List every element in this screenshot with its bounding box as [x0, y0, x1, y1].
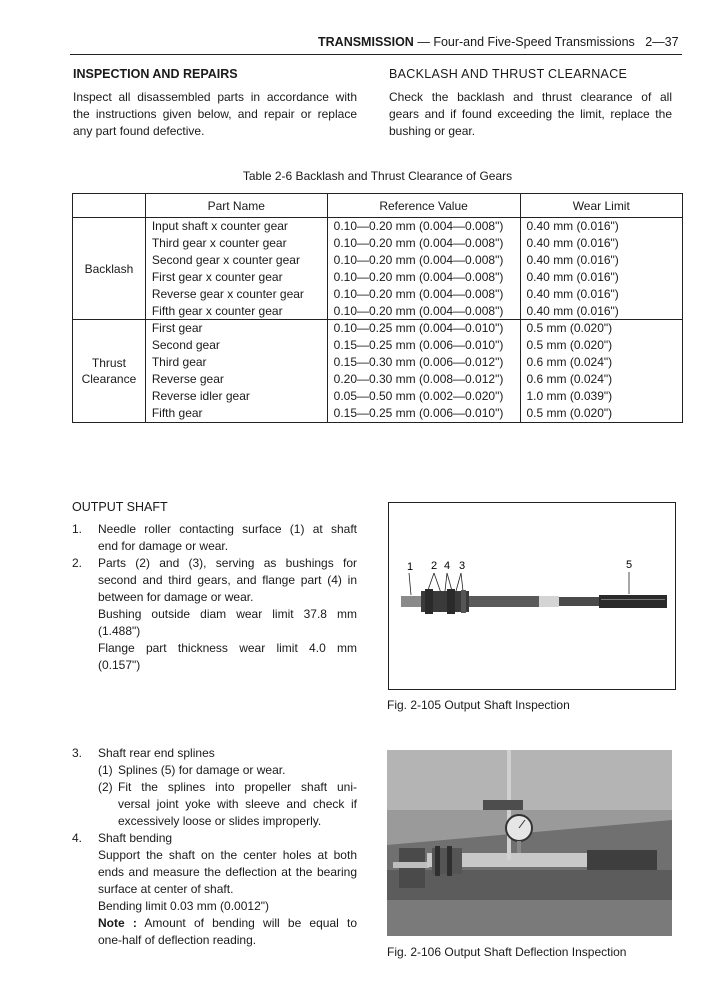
- note-text: Amount of bending will be equal to: [144, 916, 357, 930]
- item-number: 3.: [72, 746, 83, 760]
- group-backlash: Backlash: [73, 218, 146, 320]
- deflection-photo-drawing: [387, 750, 672, 936]
- output-shaft-shape: [401, 589, 667, 614]
- note-line: [98, 915, 357, 932]
- output-shaft-heading: OUTPUT SHAFT: [72, 500, 168, 514]
- item-line: Bending limit 0.03 mm (0.0012"): [98, 899, 270, 913]
- inspection-heading: INSPECTION AND REPAIRS: [73, 67, 238, 81]
- callout-4: 4: [444, 560, 451, 572]
- header-rule: [70, 54, 682, 55]
- item-number: 1.: [72, 522, 83, 536]
- figure-106-caption: Fig. 2-106 Output Shaft Deflection Inspection: [387, 945, 627, 959]
- item-line: second and third gears, and flange part (4) in: [98, 573, 357, 587]
- sub-item-number: (1): [98, 763, 113, 777]
- cell-part: Reverse gear: [145, 371, 327, 388]
- table-row: [73, 269, 683, 286]
- cell-limit: 0.5 mm (0.020"): [520, 405, 683, 422]
- item-line: ends and measure the deflection at the bearing: [98, 865, 357, 879]
- cell-limit: 0.40 mm (0.016"): [520, 286, 683, 303]
- cell-part: First gear x counter gear: [145, 269, 327, 286]
- backlash-paragraph: [389, 89, 672, 140]
- cell-limit: 0.40 mm (0.016"): [520, 252, 683, 269]
- cell-ref: 0.10—0.20 mm (0.004—0.008"): [327, 286, 520, 303]
- item-line: Needle roller contacting surface (1) at shaft: [98, 522, 357, 536]
- page-number: 2—37: [645, 35, 679, 49]
- cell-ref: 0.20—0.30 mm (0.008—0.012"): [327, 371, 520, 388]
- cell-part: Third gear: [145, 354, 327, 371]
- cell-limit: 0.6 mm (0.024"): [520, 371, 683, 388]
- output-shaft-list-b: [72, 745, 357, 949]
- figure-105-caption: Fig. 2-105 Output Shaft Inspection: [387, 698, 570, 712]
- group-thrust-clearance: [73, 320, 146, 422]
- cell-ref: 0.10—0.20 mm (0.004—0.008"): [327, 303, 520, 320]
- note-label: Note :: [98, 916, 137, 930]
- callout-3: 3: [459, 560, 466, 572]
- cell-limit: 1.0 mm (0.039"): [520, 388, 683, 405]
- table-row: [73, 388, 683, 405]
- table-row: [73, 405, 683, 422]
- running-header: [318, 35, 680, 49]
- cell-part: Reverse idler gear: [145, 388, 327, 405]
- header-reference-value: Reference Value: [327, 194, 520, 218]
- cell-part: Third gear x counter gear: [145, 235, 327, 252]
- list-item: [72, 745, 357, 830]
- table-row: [73, 235, 683, 252]
- callout-2: 2: [431, 560, 438, 572]
- table-row: [73, 252, 683, 269]
- inspection-line: the instructions given below, and repair or replace: [73, 107, 357, 121]
- sub-item: [98, 762, 357, 779]
- table-row: [73, 354, 683, 371]
- table-row: [73, 218, 683, 235]
- sub-item-line: excessively loose or slides improperly.: [118, 814, 322, 828]
- list-item: [72, 521, 357, 555]
- item-title: Shaft rear end splines: [98, 746, 215, 760]
- table-row: [73, 286, 683, 303]
- backlash-line: gears and if found exceeding the limit, replace the: [389, 107, 672, 121]
- list-item: [72, 830, 357, 949]
- cell-limit: 0.40 mm (0.016"): [520, 269, 683, 286]
- callout-1: 1: [407, 561, 414, 573]
- table-row: [73, 371, 683, 388]
- header-blank: [73, 194, 146, 218]
- cell-ref: 0.10—0.20 mm (0.004—0.008"): [327, 252, 520, 269]
- sub-item-line: Fit the splines into propeller shaft uni-: [118, 780, 357, 794]
- cell-ref: 0.10—0.25 mm (0.004—0.010"): [327, 320, 520, 337]
- group-thrust-line2: Clearance: [81, 372, 137, 387]
- list-item: [72, 555, 357, 674]
- cell-ref: 0.15—0.30 mm (0.006—0.012"): [327, 354, 520, 371]
- header-subtitle: Four-and Five-Speed Transmissions: [433, 35, 635, 49]
- table-caption: Table 2-6 Backlash and Thrust Clearance of Gears: [242, 169, 513, 183]
- table-row: [73, 320, 683, 337]
- group-thrust-line1: Thrust: [91, 356, 126, 371]
- table-row: [73, 337, 683, 354]
- callout-5: 5: [626, 559, 633, 571]
- item-line: surface at center of shaft.: [98, 882, 234, 896]
- output-shaft-list-a: [72, 521, 357, 674]
- cell-part: Fifth gear: [145, 405, 327, 422]
- sub-item-line: versal joint yoke with sleeve and check if: [118, 797, 357, 811]
- backlash-heading: BACKLASH AND THRUST CLEARNACE: [389, 67, 628, 81]
- figure-output-shaft-inspection: [388, 502, 676, 690]
- cell-part: First gear: [145, 320, 327, 337]
- cell-limit: 0.5 mm (0.020"): [520, 337, 683, 354]
- item-line: Support the shaft on the center holes at both: [98, 848, 357, 862]
- cell-ref: 0.10—0.20 mm (0.004—0.008"): [327, 218, 520, 235]
- cell-limit: 0.40 mm (0.016"): [520, 235, 683, 252]
- cell-limit: 0.40 mm (0.016"): [520, 303, 683, 320]
- header-dash: —: [417, 35, 430, 49]
- item-number: 4.: [72, 831, 83, 845]
- sub-item: [98, 779, 357, 830]
- item-line: (0.157"): [98, 658, 141, 672]
- item-line: Flange part thickness wear limit 4.0 mm: [98, 641, 357, 655]
- cell-ref: 0.10—0.20 mm (0.004—0.008"): [327, 269, 520, 286]
- inspection-paragraph: [73, 89, 357, 140]
- figure-deflection-photo: [387, 750, 672, 936]
- backlash-line: Check the backlash and thrust clearance of all: [389, 90, 672, 104]
- header-wear-limit: Wear Limit: [520, 194, 683, 218]
- sub-item-number: (2): [98, 780, 113, 794]
- cell-part: Input shaft x counter gear: [145, 218, 327, 235]
- item-line: (1.488"): [98, 624, 141, 638]
- cell-ref: 0.15—0.25 mm (0.006—0.010"): [327, 405, 520, 422]
- cell-limit: 0.5 mm (0.020"): [520, 320, 683, 337]
- cell-part: Fifth gear x counter gear: [145, 303, 327, 320]
- output-shaft-drawing: [389, 503, 675, 689]
- item-line: Bushing outside diam wear limit 37.8 mm: [98, 607, 357, 621]
- note-line: one-half of deflection reading.: [98, 933, 257, 947]
- cell-part: Reverse gear x counter gear: [145, 286, 327, 303]
- header-section: TRANSMISSION: [318, 35, 414, 49]
- cell-ref: 0.10—0.20 mm (0.004—0.008"): [327, 235, 520, 252]
- item-line: end for damage or wear.: [98, 539, 229, 553]
- cell-part: Second gear: [145, 337, 327, 354]
- cell-ref: 0.05—0.50 mm (0.002—0.020"): [327, 388, 520, 405]
- backlash-line: bushing or gear.: [389, 124, 476, 138]
- sub-item-line: Splines (5) for damage or wear.: [118, 763, 286, 777]
- table-row: [73, 303, 683, 320]
- cell-limit: 0.40 mm (0.016"): [520, 218, 683, 235]
- cell-limit: 0.6 mm (0.024"): [520, 354, 683, 371]
- header-part-name: Part Name: [145, 194, 327, 218]
- clearance-table: [72, 193, 683, 423]
- item-title: Shaft bending: [98, 831, 173, 845]
- item-number: 2.: [72, 556, 83, 570]
- item-line: between for damage or wear.: [98, 590, 254, 604]
- cell-ref: 0.15—0.25 mm (0.006—0.010"): [327, 337, 520, 354]
- cell-part: Second gear x counter gear: [145, 252, 327, 269]
- item-line: Parts (2) and (3), serving as bushings for: [98, 556, 357, 570]
- table-header-row: [73, 194, 683, 218]
- inspection-line: Inspect all disassembled parts in accordance with: [73, 90, 357, 104]
- inspection-line: any part found defective.: [73, 124, 205, 138]
